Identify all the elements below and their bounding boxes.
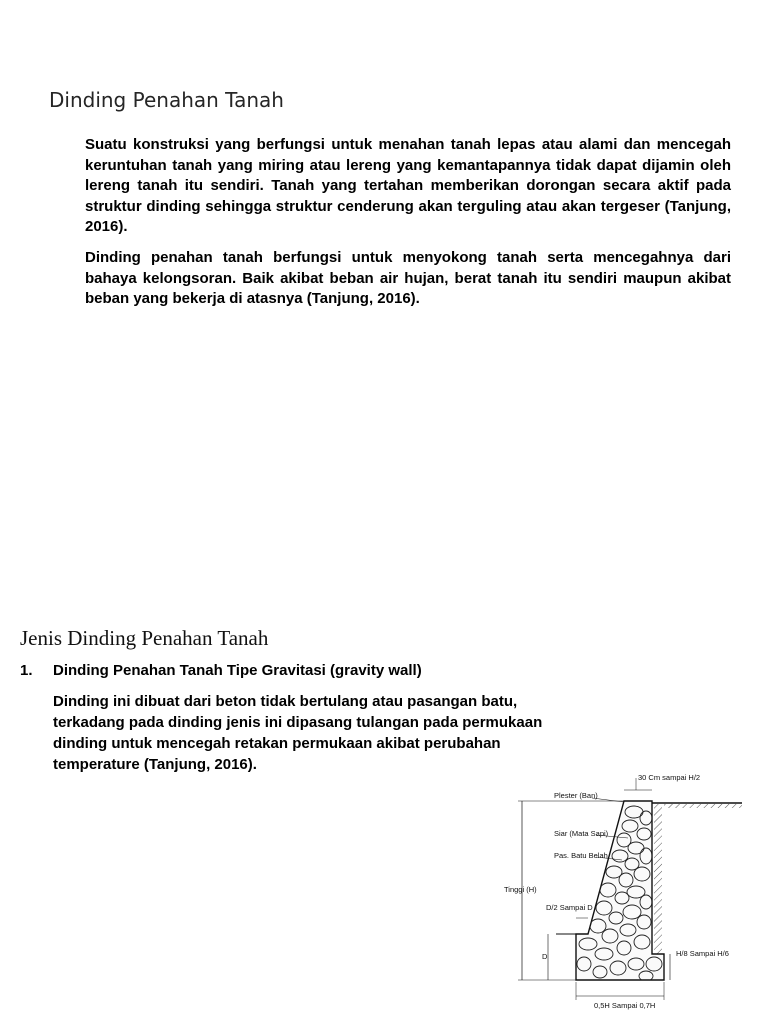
list-item-description: Dinding ini dibuat dari beton tidak bertulang atau pasangan batu, terkadang pada dinding jenis ini dipasang tulangan pada permukaan dinding untuk mencegah retakan permukaan akibat perubahan temperature (Tanjung, 2016). (53, 693, 543, 773)
wall-outline (576, 801, 664, 980)
list-item-title: Dinding Penahan Tanah Tipe Gravitasi (gravity wall) (53, 662, 422, 679)
label-base-width: 0,5H Sampai 0,7H (594, 1001, 656, 1010)
gravity-wall-diagram (496, 768, 752, 1016)
label-base-height: H/8 Sampai H/6 (676, 949, 729, 958)
label-siar: Siar (Mata Sapi) (554, 829, 609, 838)
ground-hatch (664, 804, 742, 808)
label-tinggi: Tinggi (H) (504, 885, 537, 894)
label-toe: D/2 Sampai D (546, 903, 593, 912)
paragraph-definition: Suatu konstruksi yang berfungsi untuk menahan tanah lepas atau alami dan mencegah keruntuhan tanah yang miring atau lereng yang kemantapannya tidak dapat dijamin oleh lereng tanah itu sendiri. Tanah yang tertahan memberikan dorongan secara aktif pada struktur dinding sehingga struktur cenderung akan terguling atau akan tergeser (Tanjung, 2016). (85, 136, 731, 236)
list-item-number: 1. (20, 662, 33, 679)
paragraph-function: Dinding penahan tanah berfungsi untuk menyokong tanah serta mencegahnya dari bahaya kelongsoran. Baik akibat beban air hujan, berat tanah itu sendiri maupun akibat beban yang bekerja di atasnya (Tanjung, 2016). (85, 249, 731, 308)
label-top-width: 30 Cm sampai H/2 (638, 773, 701, 782)
label-plester: Plester (Ban) (554, 791, 598, 800)
slide2-title: Jenis Dinding Penahan Tanah (20, 626, 269, 650)
label-batu: Pas. Batu Belah (554, 851, 608, 860)
label-depth: D (542, 952, 548, 961)
slide1-title: Dinding Penahan Tanah (49, 88, 284, 112)
